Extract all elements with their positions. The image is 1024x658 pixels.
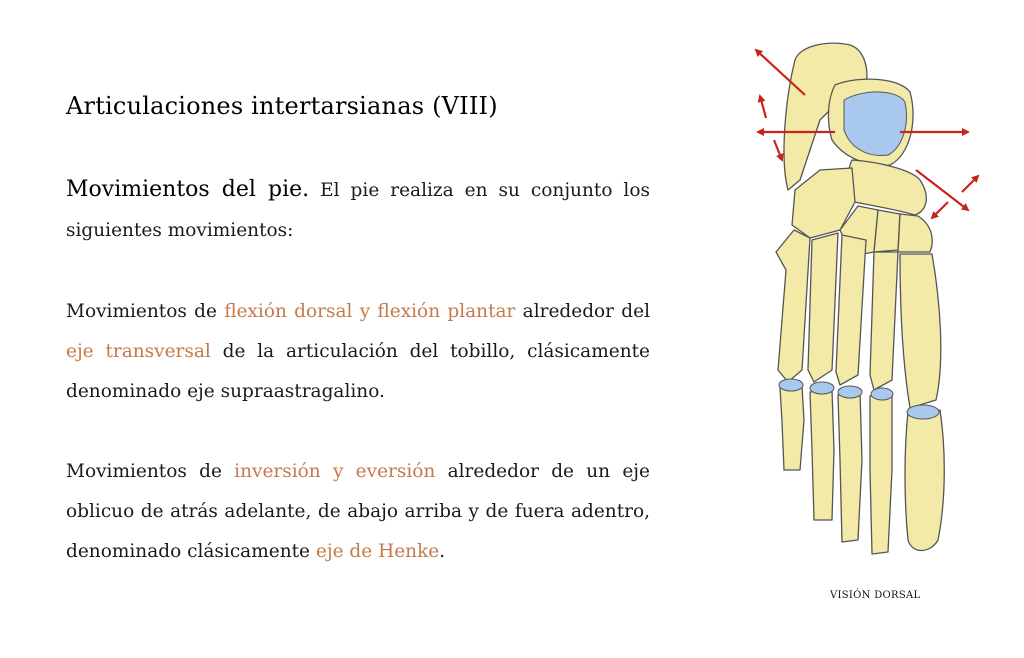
- joint-surface-3: [838, 386, 862, 398]
- p1-highlight-axis: eje transversal: [66, 341, 211, 362]
- slide-title: Articulaciones intertarsianas (VIII): [66, 92, 498, 120]
- intro-lead-punctuation: .: [302, 177, 310, 202]
- joint-surface-1: [907, 405, 939, 419]
- joint-surface-5: [779, 379, 803, 391]
- p1-text-3: de la articulación del tobillo, clásicamente denominado eje supraastragalino.: [66, 341, 650, 402]
- paragraph-inversion: [66, 452, 650, 572]
- rotation-arrow-down: [774, 140, 782, 160]
- p1-text-2: alrededor del: [515, 301, 650, 322]
- foot-skeleton-illustration: [740, 30, 980, 580]
- paragraph-flexion: [66, 292, 650, 412]
- phalanx-4: [810, 390, 834, 520]
- phalanx-1: [905, 410, 944, 551]
- phalanx-3: [838, 392, 862, 542]
- cuneiform-medial: [898, 214, 932, 252]
- p2-text-2: alrededor de un eje oblicuo de atrás adelante, de abajo arriba y de fuera adentro, denominado clásicamente: [66, 461, 650, 562]
- metatarsal-2: [870, 252, 898, 390]
- phalanx-2: [870, 394, 892, 554]
- p2-text-1: Movimientos de: [66, 461, 235, 482]
- metatarsal-3: [836, 235, 866, 385]
- p1-text-1: Movimientos de: [66, 301, 225, 322]
- rotation-arrow-up: [760, 96, 766, 118]
- rotation-arrow-out: [962, 176, 978, 192]
- metatarsal-4: [808, 233, 838, 382]
- joint-surface-2: [871, 388, 893, 400]
- intro-lead: Movimientos del pie: [66, 177, 303, 202]
- intro-paragraph: [66, 170, 650, 251]
- metatarsal-5: [776, 230, 810, 382]
- intro-text: El pie realiza en su conjunto los siguientes movimientos:: [66, 180, 650, 241]
- p2-highlight-inversion: inversión y eversión: [234, 461, 436, 482]
- metatarsal-1: [900, 254, 941, 408]
- p1-highlight-flexion: flexión dorsal y flexión plantar: [224, 301, 516, 322]
- joint-surface-4: [810, 382, 834, 394]
- figure-caption: VISIÓN DORSAL: [830, 590, 921, 601]
- p2-text-3: .: [439, 541, 446, 562]
- p2-highlight-henke: eje de Henke: [315, 541, 440, 562]
- rotation-arrow-in: [932, 202, 948, 218]
- cuneiform-intermediate: [874, 210, 900, 252]
- phalanx-5: [780, 386, 804, 470]
